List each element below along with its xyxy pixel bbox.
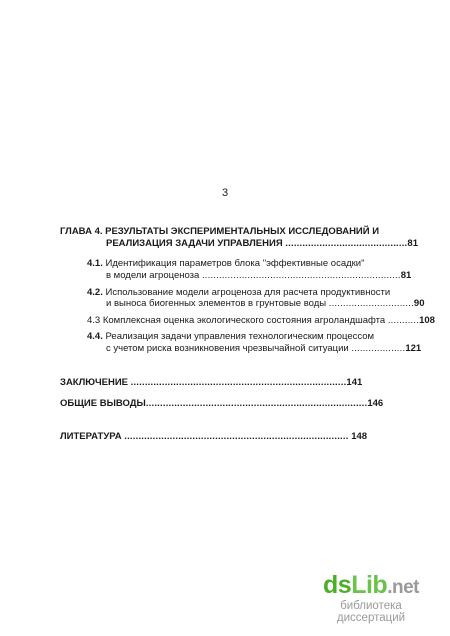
watermark-logo-ds: ds (323, 571, 352, 599)
toc-literature-label: ЛИТЕРАТУРА (60, 431, 122, 442)
toc-chapter4-entry[interactable] (106, 238, 418, 249)
toc-literature-entry[interactable] (60, 431, 367, 442)
toc-section-4-2-page: 90 (413, 298, 425, 309)
toc-chapter4-title-line2: РЕАЛИЗАЦИЯ ЗАДАЧИ УПРАВЛЕНИЯ (106, 238, 283, 249)
toc-section-4-2-line1 (87, 287, 390, 298)
toc-section-4-2-title-line2: и выноса биогенных элементов в грунтовые воды (106, 298, 327, 309)
toc-leader-dots: ........................................... (285, 238, 408, 249)
toc-section-4-1-number: 4.1. (87, 258, 103, 269)
toc-section-4-4-line1 (87, 331, 374, 342)
toc-section-4-2-number: 4.2. (87, 287, 103, 298)
toc-section-4-4-title: Реализация задачи управления технологическим процессом (105, 331, 375, 342)
toc-leader-dots: ............................................................................... (124, 431, 349, 442)
toc-section-4-1-page: 81 (400, 270, 412, 281)
toc-section-4-3-title: 4.3 Комплексная оценка экологического состояния агроландшафта (87, 315, 386, 326)
toc-section-4-2-title: Использование модели агроценоза для расчета продуктивности (105, 287, 391, 298)
toc-conclusion-label: ЗАКЛЮЧЕНИЕ (60, 377, 128, 388)
toc-section-4-3-page: 108 (419, 315, 435, 326)
toc-general-entry[interactable] (60, 398, 383, 409)
toc-general-page: 146 (367, 398, 384, 409)
toc-conclusion-page: 141 (346, 377, 363, 388)
toc-chapter4-title-line1: ГЛАВА 4. РЕЗУЛЬТАТЫ ЭКСПЕРИМЕНТАЛЬНЫХ ИССЛЕДОВАНИЙ И (60, 226, 380, 237)
toc-literature-page: 148 (351, 431, 368, 442)
watermark-logo-net: .net (387, 577, 419, 598)
toc-section-4-3-entry[interactable] (87, 315, 435, 326)
toc-chapter4-page: 81 (407, 238, 418, 249)
toc-section-4-4-title-line2: с учетом риска возникновения чрезвычайной ситуации (106, 343, 349, 354)
watermark-logo-text (306, 572, 436, 601)
toc-section-4-4-number: 4.4. (87, 331, 103, 342)
toc-conclusion-entry[interactable] (60, 377, 362, 388)
watermark-subtitle: библиотека диссертаций (336, 600, 406, 624)
page-number: 3 (221, 187, 229, 199)
toc-general-label: ОБЩИЕ ВЫВОДЫ (60, 398, 146, 409)
toc-leader-dots: ............................................................................ (130, 377, 347, 388)
watermark-logo-lib: Lib (351, 571, 388, 599)
toc-leader-dots: .............................................................................. (145, 398, 368, 409)
toc-section-4-2-entry[interactable] (106, 298, 425, 309)
toc-section-4-1-line1 (87, 258, 365, 269)
toc-section-4-4-page: 121 (405, 343, 422, 354)
toc-leader-dots: .............................. (328, 298, 414, 309)
toc-section-4-4-entry[interactable] (106, 343, 421, 354)
toc-section-4-1-title-line2: в модели агроценоза (106, 270, 200, 281)
toc-section-4-1-entry[interactable] (106, 270, 411, 281)
toc-leader-dots: ...................................................................... (201, 270, 401, 281)
toc-section-4-1-title: Идентификация параметров блока "эффективные осадки" (105, 258, 365, 269)
toc-leader-dots: ................... (351, 343, 406, 354)
watermark-logo (306, 572, 436, 624)
toc-leader-dots: ........... (387, 315, 420, 326)
